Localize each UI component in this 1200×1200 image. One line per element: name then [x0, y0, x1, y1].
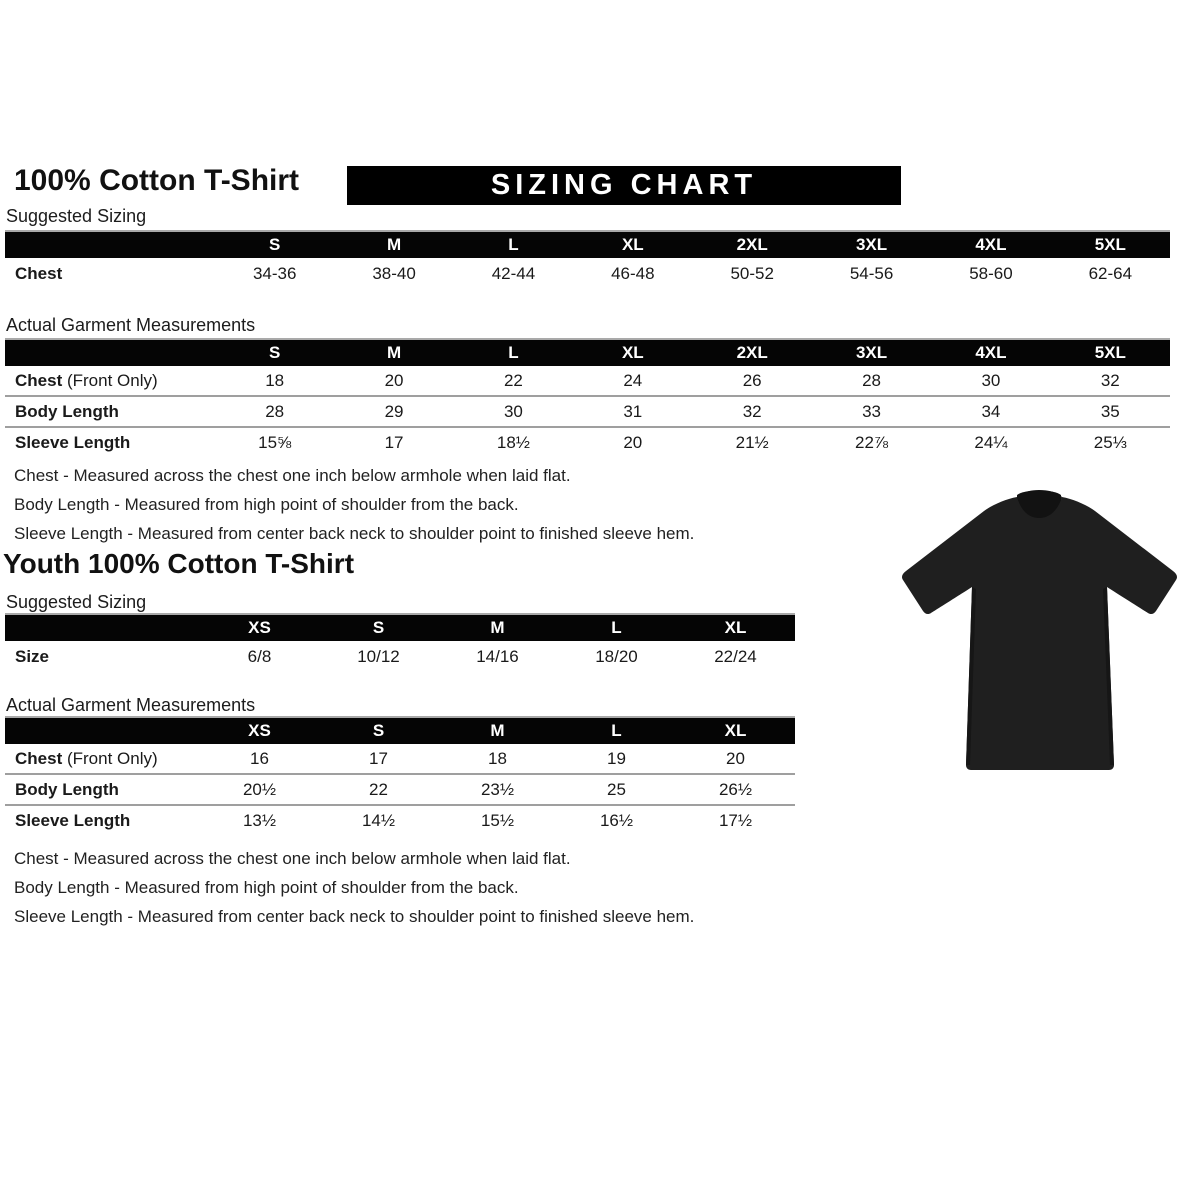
measurement-value: 14/16 — [476, 646, 519, 666]
size-column-header: L — [557, 717, 676, 744]
size-column-header: 3XL — [812, 339, 931, 366]
size-column-header: 2XL — [693, 231, 812, 258]
measurement-value: 13½ — [200, 805, 319, 835]
size-column-header: 4XL — [931, 231, 1050, 258]
size-column-header: M — [438, 614, 557, 641]
size-column-header: XL — [676, 717, 795, 744]
header-row — [5, 231, 1170, 258]
measurement-value: 20½ — [200, 774, 319, 805]
size-column-header: XL — [573, 339, 692, 366]
measurement-value: 22 — [319, 774, 438, 805]
measurement-value: 18/20 — [595, 646, 638, 666]
measurement-value: 26 — [742, 370, 762, 390]
measurement-value: 6/8 — [247, 646, 272, 666]
measurement-value: 16 — [250, 748, 269, 768]
measurement-value: 20 — [384, 370, 404, 390]
size-column-header: S — [319, 614, 438, 641]
size-column-header: 5XL — [1051, 339, 1170, 366]
measurement-value: 38-40 — [372, 263, 416, 283]
measurement-value: 42-44 — [491, 263, 536, 283]
page-title: 100% Cotton T-Shirt — [14, 164, 300, 197]
measurement-value: 17 — [334, 427, 453, 457]
measurement-value: 19 — [607, 748, 626, 768]
sizing-chart-banner: SIZING CHART — [347, 166, 901, 205]
measurement-value: 17½ — [676, 805, 795, 835]
measurement-note: Chest - Measured across the chest one inch below armhole when laid flat. — [14, 849, 571, 868]
measurement-note: Sleeve Length - Measured from center back neck to shoulder point to finished sleeve hem. — [14, 524, 695, 543]
measurement-value: 31 — [573, 396, 692, 427]
row-label: Sleeve Length — [5, 805, 200, 835]
table-row — [5, 427, 1170, 457]
size-column-header: 2XL — [693, 339, 812, 366]
row-label: Chest (Front Only) — [15, 748, 158, 768]
table-row — [5, 744, 795, 774]
measurement-value: 20 — [726, 748, 745, 768]
adult-actual-garment-label: Actual Garment Measurements — [6, 315, 256, 335]
youth-actual-garment-label: Actual Garment Measurements — [6, 695, 256, 715]
measurement-value: 22/24 — [714, 646, 757, 666]
header-row — [5, 339, 1170, 366]
row-label: Chest (Front Only) — [15, 370, 158, 390]
measurement-value: 15⅝ — [215, 427, 334, 457]
size-column-header: S — [319, 717, 438, 744]
measurement-value: 54-56 — [849, 263, 894, 283]
measurement-value: 17 — [369, 748, 388, 768]
size-column-header: XL — [676, 614, 795, 641]
measurement-value: 22⅞ — [812, 427, 931, 457]
measurement-value: 25⅓ — [1051, 427, 1170, 457]
measurement-value: 30 — [981, 370, 1001, 390]
measurement-value: 34 — [931, 396, 1050, 427]
header-row — [5, 717, 795, 744]
row-label: Size — [15, 646, 50, 666]
measurement-value: 35 — [1051, 396, 1170, 427]
table-row — [5, 396, 1170, 427]
header-blank-cell — [5, 614, 200, 641]
measurement-note: Body Length - Measured from high point of shoulder from the back. — [14, 495, 519, 514]
measurement-note: Sleeve Length - Measured from center back neck to shoulder point to finished sleeve hem. — [14, 907, 695, 926]
measurement-value: 24 — [623, 370, 643, 390]
size-column-header: S — [215, 231, 334, 258]
measurement-value: 62-64 — [1088, 263, 1133, 283]
measurement-value: 18½ — [454, 427, 573, 457]
header-blank-cell — [5, 339, 215, 366]
measurement-value: 28 — [215, 396, 334, 427]
table-row — [5, 366, 1170, 396]
table-row — [5, 641, 795, 672]
size-column-header: L — [454, 339, 573, 366]
size-column-header: 3XL — [812, 231, 931, 258]
measurement-value: 20 — [573, 427, 692, 457]
table-row — [5, 774, 795, 805]
adult-measurement-notes — [14, 461, 694, 548]
header-row — [5, 614, 795, 641]
youth-section-title: Youth 100% Cotton T-Shirt — [3, 548, 355, 579]
measurement-value: 16½ — [557, 805, 676, 835]
measurement-value: 50-52 — [730, 263, 774, 283]
measurement-note: Chest - Measured across the chest one inch below armhole when laid flat. — [14, 466, 571, 485]
table-row — [5, 805, 795, 835]
youth-suggested-sizing-label: Suggested Sizing — [6, 592, 147, 612]
size-column-header: M — [334, 339, 453, 366]
header-blank-cell — [5, 231, 215, 258]
measurement-value: 33 — [812, 396, 931, 427]
measurement-value: 10/12 — [357, 646, 400, 666]
header-blank-cell — [5, 717, 200, 744]
measurement-value: 46-48 — [611, 263, 655, 283]
measurement-value: 15½ — [438, 805, 557, 835]
measurement-value: 28 — [862, 370, 882, 390]
size-column-header: 5XL — [1051, 231, 1170, 258]
youth-measurements-table — [5, 716, 795, 835]
measurement-note: Body Length - Measured from high point of shoulder from the back. — [14, 878, 519, 897]
measurement-value: 58-60 — [969, 263, 1013, 283]
measurement-value: 29 — [334, 396, 453, 427]
row-label: Chest — [15, 263, 63, 283]
tshirt-product-image — [886, 485, 1194, 803]
adult-suggested-sizing-label: Suggested Sizing — [6, 206, 147, 226]
adult-suggested-sizing-table — [5, 230, 1170, 289]
measurement-value: 32 — [1100, 370, 1120, 390]
row-label: Body Length — [5, 774, 200, 805]
measurement-value: 18 — [488, 748, 507, 768]
row-label: Sleeve Length — [5, 427, 215, 457]
size-column-header: XL — [573, 231, 692, 258]
measurement-value: 30 — [454, 396, 573, 427]
measurement-value: 24¼ — [931, 427, 1050, 457]
measurement-value: 21½ — [693, 427, 812, 457]
size-column-header: 4XL — [931, 339, 1050, 366]
size-column-header: XS — [200, 717, 319, 744]
measurement-value: 25 — [557, 774, 676, 805]
size-column-header: S — [215, 339, 334, 366]
table-row — [5, 258, 1170, 289]
measurement-value: 18 — [265, 370, 285, 390]
size-column-header: M — [438, 717, 557, 744]
measurement-value: 26½ — [676, 774, 795, 805]
size-column-header: M — [334, 231, 453, 258]
measurement-value: 22 — [503, 370, 523, 390]
row-label: Body Length — [5, 396, 215, 427]
measurement-value: 14½ — [319, 805, 438, 835]
size-column-header: XS — [200, 614, 319, 641]
youth-suggested-sizing-table — [5, 613, 795, 672]
size-column-header: L — [454, 231, 573, 258]
measurement-value: 34-36 — [252, 263, 297, 283]
size-column-header: L — [557, 614, 676, 641]
youth-measurement-notes — [14, 844, 694, 931]
measurement-value: 32 — [693, 396, 812, 427]
black-tshirt-icon — [886, 485, 1194, 803]
measurement-value: 23½ — [438, 774, 557, 805]
adult-measurements-table — [5, 338, 1170, 457]
